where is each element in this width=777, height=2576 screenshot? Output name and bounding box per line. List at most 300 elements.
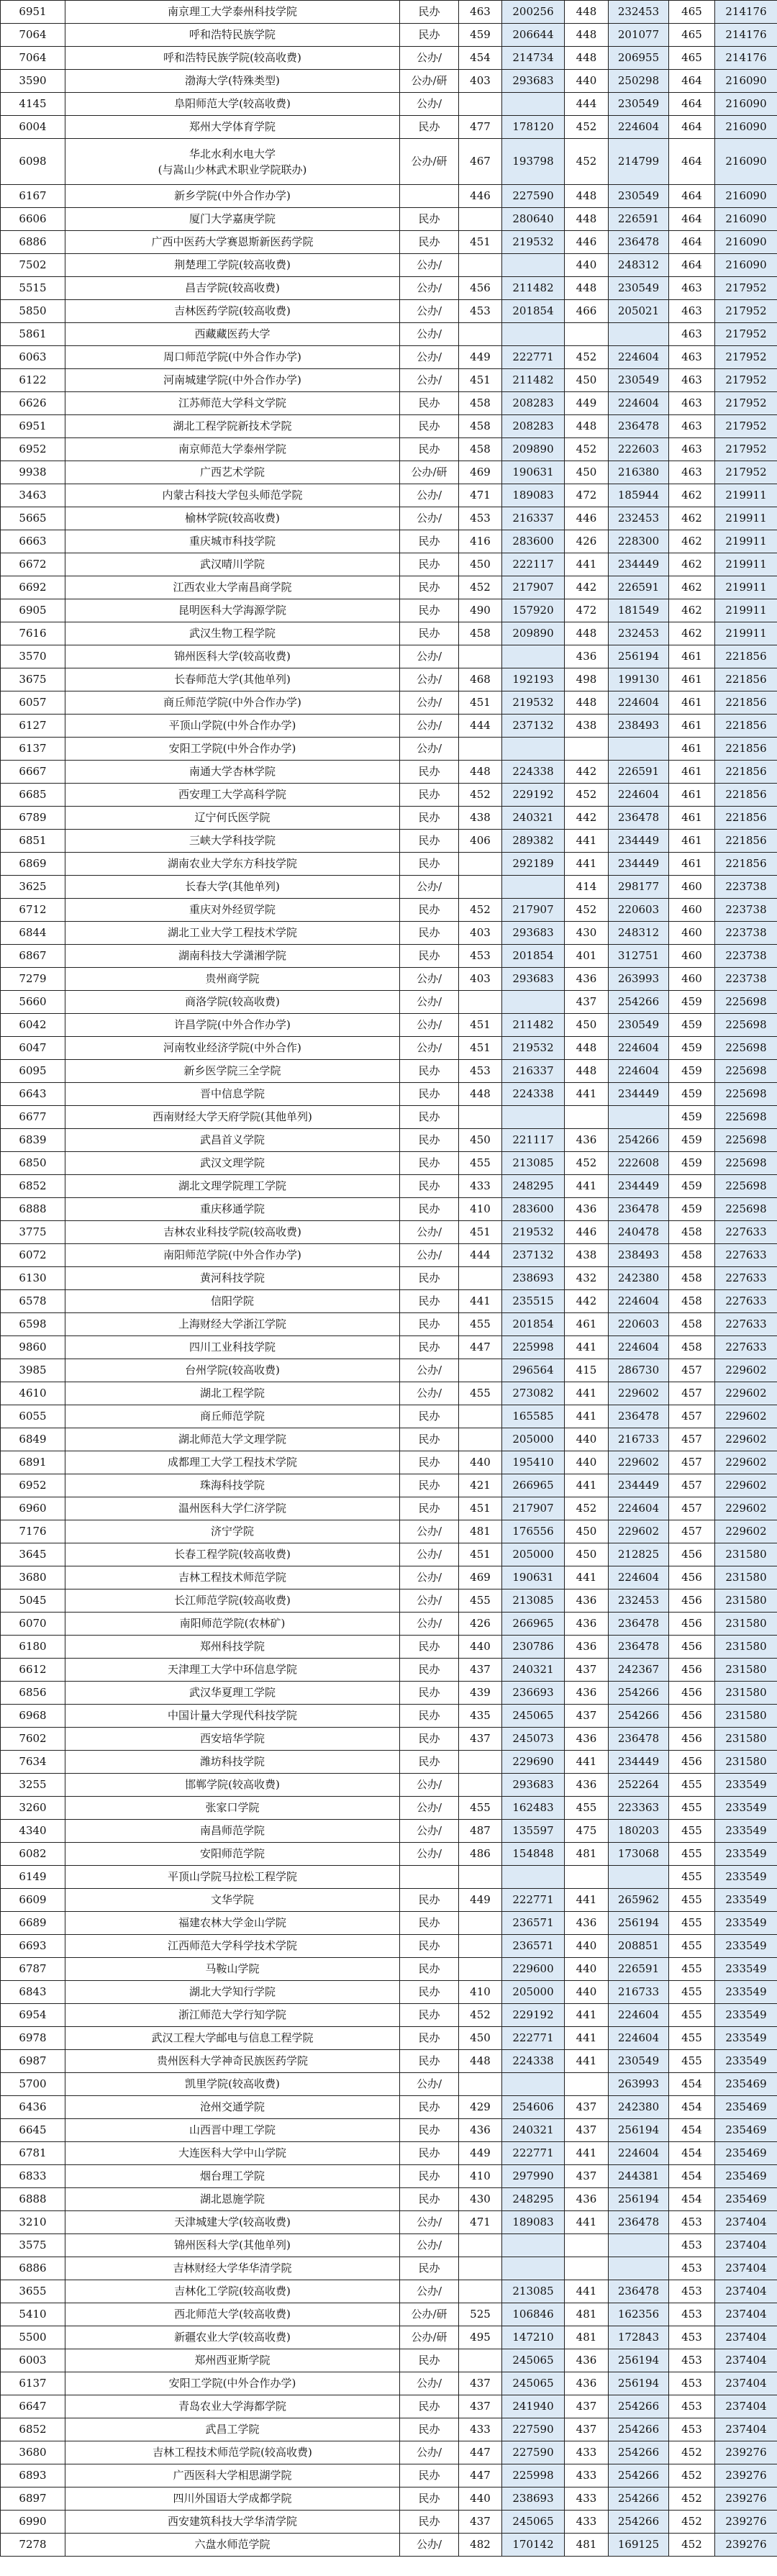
school-name-cell: 阜阳师范大学(较高收费) xyxy=(65,93,400,116)
school-name-cell: 昆明医科大学海源学院 xyxy=(65,599,400,622)
score-2023-cell: 466 xyxy=(565,300,609,323)
score-2022-cell: 455 xyxy=(459,1152,502,1175)
school-type-cell: 民办 xyxy=(400,2050,459,2073)
score-2024-cell: 461 xyxy=(669,853,715,876)
rank-2022-cell: 297990 xyxy=(502,2165,565,2188)
score-2024-cell: 464 xyxy=(669,185,715,208)
rank-2023-cell: 234449 xyxy=(609,1083,669,1106)
school-name-cell: 珠海科技学院 xyxy=(65,1474,400,1497)
school-type-cell xyxy=(400,185,459,208)
rank-2023-cell: 254266 xyxy=(609,991,669,1014)
score-2024-cell: 453 xyxy=(669,2349,715,2372)
rank-2022-cell: 225998 xyxy=(502,2464,565,2487)
school-name-cell: 吉林化工学院(较高收费) xyxy=(65,2280,400,2303)
rank-2024-cell: 233549 xyxy=(715,1866,777,1889)
school-name-cell: 南京师范大学泰州学院 xyxy=(65,438,400,461)
code-cell: 6867 xyxy=(1,945,65,968)
code-cell: 7176 xyxy=(1,1520,65,1543)
score-2023-cell: 448 xyxy=(565,1,609,24)
score-2024-cell: 459 xyxy=(669,1198,715,1221)
score-2024-cell: 461 xyxy=(669,784,715,807)
table-row xyxy=(1,853,777,876)
score-2024-cell: 461 xyxy=(669,668,715,691)
table-row xyxy=(1,2534,777,2557)
score-2024-cell: 464 xyxy=(669,254,715,277)
score-2024-cell: 460 xyxy=(669,945,715,968)
rank-2024-cell: 229602 xyxy=(715,1405,777,1428)
rank-2023-cell: 254266 xyxy=(609,2511,669,2534)
school-type-cell: 公办/ xyxy=(400,47,459,70)
code-cell: 6888 xyxy=(1,1198,65,1221)
code-cell: 6626 xyxy=(1,392,65,415)
score-2022-cell: 451 xyxy=(459,1014,502,1037)
rank-2023-cell: 224604 xyxy=(609,2142,669,2165)
school-name-cell: 黄河科技学院 xyxy=(65,1267,400,1290)
table-row xyxy=(1,70,777,93)
rank-2022-cell: 227590 xyxy=(502,185,565,208)
rank-2024-cell: 237404 xyxy=(715,2257,777,2280)
score-2023-cell: 448 xyxy=(565,24,609,47)
school-type-cell: 公办/ xyxy=(400,1843,459,1866)
score-2023-cell: 441 xyxy=(565,1336,609,1359)
rank-2022-cell: 229192 xyxy=(502,2004,565,2027)
code-cell: 6137 xyxy=(1,738,65,761)
score-2024-cell: 463 xyxy=(669,438,715,461)
score-2022-cell: 449 xyxy=(459,1889,502,1912)
score-2022-cell: 410 xyxy=(459,1981,502,2004)
code-cell: 6645 xyxy=(1,2119,65,2142)
school-type-cell: 公办/ xyxy=(400,369,459,392)
score-2024-cell: 454 xyxy=(669,2119,715,2142)
rank-2022-cell xyxy=(502,323,565,346)
rank-2022-cell: 217907 xyxy=(502,576,565,599)
score-2023-cell: 450 xyxy=(565,1543,609,1566)
rank-2022-cell: 296564 xyxy=(502,1359,565,1382)
rank-2023-cell: 226591 xyxy=(609,208,669,231)
score-2024-cell: 453 xyxy=(669,2303,715,2326)
score-2022-cell: 452 xyxy=(459,784,502,807)
rank-2022-cell: 293683 xyxy=(502,968,565,991)
table-row xyxy=(1,1175,777,1198)
table-row xyxy=(1,899,777,922)
score-2023-cell: 436 xyxy=(565,1589,609,1613)
score-2022-cell xyxy=(459,1866,502,1889)
code-cell: 6891 xyxy=(1,1451,65,1474)
table-row xyxy=(1,1267,777,1290)
table-row xyxy=(1,2349,777,2372)
rank-2023-cell xyxy=(609,1106,669,1129)
score-2022-cell: 449 xyxy=(459,2142,502,2165)
score-2024-cell: 461 xyxy=(669,645,715,668)
score-2024-cell: 454 xyxy=(669,2096,715,2119)
score-2024-cell: 456 xyxy=(669,1751,715,1774)
school-type-cell: 公办/ xyxy=(400,1382,459,1405)
rank-2024-cell: 233549 xyxy=(715,1981,777,2004)
code-cell: 3675 xyxy=(1,668,65,691)
rank-2023-cell: 240478 xyxy=(609,1221,669,1244)
rank-2024-cell: 237404 xyxy=(715,2211,777,2234)
school-type-cell: 公办/研 xyxy=(400,70,459,93)
school-type-cell: 公办/ xyxy=(400,2441,459,2464)
score-2022-cell xyxy=(459,208,502,231)
table-row xyxy=(1,2395,777,2418)
school-name-cell: 湖北工业大学工程技术学院 xyxy=(65,922,400,945)
rank-2023-cell: 226591 xyxy=(609,1958,669,1981)
score-2024-cell: 459 xyxy=(669,1014,715,1037)
score-2024-cell: 455 xyxy=(669,2050,715,2073)
school-name-cell: 武汉工程大学邮电与信息工程学院 xyxy=(65,2027,400,2050)
rank-2024-cell: 216090 xyxy=(715,139,777,185)
score-2023-cell: 498 xyxy=(565,668,609,691)
score-2024-cell: 459 xyxy=(669,1129,715,1152)
score-2023-cell: 426 xyxy=(565,530,609,553)
school-type-cell: 民办 xyxy=(400,530,459,553)
score-2023-cell: 437 xyxy=(565,1659,609,1682)
school-type-cell: 民办 xyxy=(400,830,459,853)
rank-2022-cell: 227590 xyxy=(502,2441,565,2464)
score-2022-cell: 463 xyxy=(459,1,502,24)
code-cell: 6954 xyxy=(1,2004,65,2027)
score-2023-cell: 437 xyxy=(565,2119,609,2142)
rank-2023-cell: 172843 xyxy=(609,2326,669,2349)
score-2022-cell: 450 xyxy=(459,2027,502,2050)
school-type-cell: 民办 xyxy=(400,2027,459,2050)
table-row xyxy=(1,1474,777,1497)
rank-2022-cell xyxy=(502,254,565,277)
school-name-cell: 商丘师范学院(中外合作办学) xyxy=(65,691,400,715)
score-2022-cell: 421 xyxy=(459,1474,502,1497)
score-2023-cell: 461 xyxy=(565,1313,609,1336)
score-2024-cell: 454 xyxy=(669,2142,715,2165)
score-2023-cell xyxy=(565,2073,609,2096)
rank-2022-cell: 193798 xyxy=(502,139,565,185)
code-cell: 6689 xyxy=(1,1912,65,1935)
rank-2024-cell: 229602 xyxy=(715,1428,777,1451)
school-name-cell: 锦州医科大学(较高收费) xyxy=(65,645,400,668)
score-2022-cell xyxy=(459,1359,502,1382)
code-cell: 6667 xyxy=(1,761,65,784)
rank-2024-cell: 235469 xyxy=(715,2096,777,2119)
score-2023-cell: 437 xyxy=(565,2418,609,2441)
code-cell: 6042 xyxy=(1,1014,65,1037)
score-2024-cell: 455 xyxy=(669,2004,715,2027)
score-2022-cell: 451 xyxy=(459,1221,502,1244)
school-name-cell: 吉林工程技术师范学院 xyxy=(65,1566,400,1589)
rank-2024-cell: 235469 xyxy=(715,2165,777,2188)
school-name-cell: 南通大学杏林学院 xyxy=(65,761,400,784)
rank-2023-cell: 212825 xyxy=(609,1543,669,1566)
rank-2022-cell: 201854 xyxy=(502,300,565,323)
rank-2022-cell: 237132 xyxy=(502,715,565,738)
rank-2022-cell: 205000 xyxy=(502,1543,565,1566)
rank-2022-cell: 273082 xyxy=(502,1382,565,1405)
rank-2023-cell: 222608 xyxy=(609,1152,669,1175)
score-2024-cell: 456 xyxy=(669,1589,715,1613)
score-2024-cell: 457 xyxy=(669,1428,715,1451)
table-row xyxy=(1,645,777,668)
table-row xyxy=(1,1060,777,1083)
score-2022-cell: 452 xyxy=(459,576,502,599)
table-row xyxy=(1,1405,777,1428)
rank-2023-cell: 286730 xyxy=(609,1359,669,1382)
score-2023-cell: 436 xyxy=(565,1682,609,1705)
code-cell: 6127 xyxy=(1,715,65,738)
score-2023-cell: 481 xyxy=(565,2534,609,2557)
code-cell: 4340 xyxy=(1,1820,65,1843)
code-cell: 5665 xyxy=(1,507,65,530)
score-2023-cell: 452 xyxy=(565,899,609,922)
table-row xyxy=(1,1705,777,1728)
table-row xyxy=(1,553,777,576)
table-row xyxy=(1,208,777,231)
school-name-cell: 凯里学院(较高收费) xyxy=(65,2073,400,2096)
school-type-cell: 民办 xyxy=(400,1106,459,1129)
score-2022-cell xyxy=(459,1912,502,1935)
school-name-cell: 西安理工大学高科学院 xyxy=(65,784,400,807)
rank-2024-cell: 219911 xyxy=(715,576,777,599)
table-row xyxy=(1,1843,777,1866)
rank-2023-cell: 220603 xyxy=(609,899,669,922)
rank-2024-cell: 223738 xyxy=(715,945,777,968)
score-2022-cell: 455 xyxy=(459,1797,502,1820)
rank-2024-cell: 221856 xyxy=(715,807,777,830)
school-type-cell: 民办 xyxy=(400,1912,459,1935)
score-2022-cell xyxy=(459,2280,502,2303)
rank-2023-cell: 234449 xyxy=(609,1175,669,1198)
score-2022-cell: 458 xyxy=(459,622,502,645)
school-type-cell: 公办/ xyxy=(400,2372,459,2395)
school-type-cell: 公办/ xyxy=(400,254,459,277)
table-row xyxy=(1,2165,777,2188)
code-cell: 3625 xyxy=(1,876,65,899)
score-2024-cell: 456 xyxy=(669,1659,715,1682)
rank-2022-cell: 229192 xyxy=(502,784,565,807)
table-row xyxy=(1,1728,777,1751)
score-2022-cell: 440 xyxy=(459,1451,502,1474)
school-type-cell: 公办/ xyxy=(400,346,459,369)
rank-2023-cell: 220603 xyxy=(609,1313,669,1336)
rank-2024-cell: 221856 xyxy=(715,784,777,807)
rank-2024-cell: 237404 xyxy=(715,2326,777,2349)
school-name-cell: 武汉生物工程学院 xyxy=(65,622,400,645)
score-2023-cell: 442 xyxy=(565,1290,609,1313)
score-2022-cell: 447 xyxy=(459,2441,502,2464)
school-name-cell: 许昌学院(中外合作办学) xyxy=(65,1014,400,1037)
rank-2022-cell xyxy=(502,876,565,899)
rank-2023-cell: 180203 xyxy=(609,1820,669,1843)
code-cell: 6685 xyxy=(1,784,65,807)
table-row xyxy=(1,2418,777,2441)
code-cell: 6098 xyxy=(1,139,65,185)
school-type-cell: 公办/研 xyxy=(400,2303,459,2326)
rank-2024-cell: 221856 xyxy=(715,761,777,784)
school-name-cell: 大连医科大学中山学院 xyxy=(65,2142,400,2165)
score-2023-cell: 441 xyxy=(565,1889,609,1912)
score-2024-cell: 461 xyxy=(669,715,715,738)
table-row xyxy=(1,300,777,323)
table-row xyxy=(1,968,777,991)
school-name-cell: 厦门大学嘉庚学院 xyxy=(65,208,400,231)
rank-2022-cell: 222771 xyxy=(502,2142,565,2165)
school-name-cell: 呼和浩特民族学院 xyxy=(65,24,400,47)
rank-2024-cell: 233549 xyxy=(715,1912,777,1935)
score-2024-cell: 462 xyxy=(669,484,715,507)
table-row xyxy=(1,1014,777,1037)
school-name-cell: 江西农业大学南昌商学院 xyxy=(65,576,400,599)
score-2024-cell: 465 xyxy=(669,24,715,47)
code-cell: 6843 xyxy=(1,1981,65,2004)
rank-2024-cell: 216090 xyxy=(715,116,777,139)
rank-2022-cell: 245073 xyxy=(502,1728,565,1751)
rank-2024-cell: 237404 xyxy=(715,2280,777,2303)
score-2024-cell: 456 xyxy=(669,1705,715,1728)
school-name-cell: 天津城建大学(较高收费) xyxy=(65,2211,400,2234)
code-cell: 3680 xyxy=(1,2441,65,2464)
code-cell: 5660 xyxy=(1,991,65,1014)
rank-2024-cell: 225698 xyxy=(715,1037,777,1060)
rank-2024-cell: 231580 xyxy=(715,1566,777,1589)
rank-2024-cell: 216090 xyxy=(715,93,777,116)
rank-2023-cell: 256194 xyxy=(609,2119,669,2142)
school-type-cell: 民办 xyxy=(400,2004,459,2027)
table-row xyxy=(1,1152,777,1175)
school-type-cell: 公办/ xyxy=(400,738,459,761)
school-type-cell: 民办 xyxy=(400,784,459,807)
code-cell: 6055 xyxy=(1,1405,65,1428)
table-row xyxy=(1,1912,777,1935)
school-name-cell: 湖北工程学院 xyxy=(65,1382,400,1405)
score-2024-cell: 459 xyxy=(669,991,715,1014)
score-2024-cell: 455 xyxy=(669,1797,715,1820)
table-row xyxy=(1,2004,777,2027)
rank-2022-cell xyxy=(502,738,565,761)
school-name-cell: 吉林工程技术师范学院(较高收费) xyxy=(65,2441,400,2464)
school-type-cell: 民办 xyxy=(400,1152,459,1175)
school-type-cell: 民办 xyxy=(400,1705,459,1728)
school-name-cell: 新疆农业大学(较高收费) xyxy=(65,2326,400,2349)
school-name-cell: 商丘师范学院 xyxy=(65,1405,400,1428)
table-row xyxy=(1,830,777,853)
rank-2022-cell: 211482 xyxy=(502,1014,565,1037)
code-cell: 6852 xyxy=(1,2418,65,2441)
rank-2023-cell: 224604 xyxy=(609,2027,669,2050)
table-row xyxy=(1,2188,777,2211)
score-2024-cell: 453 xyxy=(669,2257,715,2280)
school-type-cell: 公办/ xyxy=(400,1797,459,1820)
rank-2023-cell xyxy=(609,323,669,346)
school-type-cell: 公办/ xyxy=(400,93,459,116)
table-row xyxy=(1,369,777,392)
table-row xyxy=(1,254,777,277)
rank-2023-cell: 263993 xyxy=(609,2073,669,2096)
school-type-cell: 民办 xyxy=(400,1889,459,1912)
rank-2024-cell: 235469 xyxy=(715,2119,777,2142)
score-2024-cell: 455 xyxy=(669,1866,715,1889)
score-2023-cell: 472 xyxy=(565,599,609,622)
score-2022-cell xyxy=(459,1958,502,1981)
score-2022-cell: 468 xyxy=(459,668,502,691)
rank-2023-cell: 229602 xyxy=(609,1520,669,1543)
code-cell: 7502 xyxy=(1,254,65,277)
score-2023-cell: 436 xyxy=(565,1129,609,1152)
rank-2023-cell: 238493 xyxy=(609,1244,669,1267)
score-2024-cell: 464 xyxy=(669,116,715,139)
table-row xyxy=(1,2303,777,2326)
score-2022-cell: 459 xyxy=(459,24,502,47)
rank-2024-cell: 237404 xyxy=(715,2418,777,2441)
score-2024-cell: 462 xyxy=(669,576,715,599)
score-2023-cell: 436 xyxy=(565,645,609,668)
score-2022-cell: 444 xyxy=(459,1244,502,1267)
score-2022-cell: 440 xyxy=(459,2487,502,2511)
code-cell: 6844 xyxy=(1,922,65,945)
score-2024-cell: 452 xyxy=(669,2511,715,2534)
rank-2024-cell: 217952 xyxy=(715,277,777,300)
school-type-cell: 民办 xyxy=(400,1958,459,1981)
score-2023-cell: 433 xyxy=(565,2511,609,2534)
rank-2024-cell: 216090 xyxy=(715,231,777,254)
school-name-cell: 武汉华夏理工学院 xyxy=(65,1682,400,1705)
rank-2024-cell: 217952 xyxy=(715,369,777,392)
rank-2023-cell: 230549 xyxy=(609,277,669,300)
school-name-multiline: 华北水利水电大学 (与嵩山少林武术职业学院联办) xyxy=(158,147,307,176)
rank-2023-cell: 201077 xyxy=(609,24,669,47)
school-type-cell: 民办 xyxy=(400,1428,459,1451)
score-2022-cell xyxy=(459,2257,502,2280)
school-name-cell: 浙江师范大学行知学院 xyxy=(65,2004,400,2027)
score-2023-cell: 452 xyxy=(565,116,609,139)
rank-2023-cell: 242380 xyxy=(609,2096,669,2119)
rank-2022-cell: 235515 xyxy=(502,1290,565,1313)
rank-2024-cell: 225698 xyxy=(715,1083,777,1106)
rank-2024-cell: 225698 xyxy=(715,1152,777,1175)
table-row xyxy=(1,1682,777,1705)
score-2022-cell: 403 xyxy=(459,968,502,991)
table-row xyxy=(1,807,777,830)
school-type-cell: 民办 xyxy=(400,1682,459,1705)
rank-2024-cell: 233549 xyxy=(715,1889,777,1912)
rank-2024-cell: 219911 xyxy=(715,507,777,530)
score-2022-cell: 458 xyxy=(459,438,502,461)
rank-2023-cell: 256194 xyxy=(609,1912,669,1935)
rank-2022-cell: 241940 xyxy=(502,2395,565,2418)
score-2024-cell: 462 xyxy=(669,507,715,530)
rank-2023-cell: 256194 xyxy=(609,2188,669,2211)
rank-2023-cell: 232453 xyxy=(609,622,669,645)
rank-2023-cell: 242380 xyxy=(609,1267,669,1290)
school-name-cell: 济宁学院 xyxy=(65,1520,400,1543)
score-2024-cell: 453 xyxy=(669,2372,715,2395)
rank-2024-cell: 233549 xyxy=(715,2027,777,2050)
table-row xyxy=(1,622,777,645)
school-type-cell: 公办/ xyxy=(400,1589,459,1613)
code-cell: 6856 xyxy=(1,1682,65,1705)
rank-2024-cell: 233549 xyxy=(715,1774,777,1797)
rank-2024-cell: 231580 xyxy=(715,1589,777,1613)
school-type-cell: 公办/ xyxy=(400,1774,459,1797)
school-name-cell xyxy=(65,139,400,185)
score-2022-cell: 403 xyxy=(459,70,502,93)
code-cell: 6839 xyxy=(1,1129,65,1152)
school-name-cell: 武昌工学院 xyxy=(65,2418,400,2441)
score-2022-cell: 433 xyxy=(459,2418,502,2441)
score-2023-cell: 441 xyxy=(565,553,609,576)
table-row xyxy=(1,185,777,208)
school-type-cell: 民办 xyxy=(400,231,459,254)
score-2024-cell: 453 xyxy=(669,2234,715,2257)
rank-2023-cell: 224604 xyxy=(609,116,669,139)
score-2023-cell: 448 xyxy=(565,277,609,300)
